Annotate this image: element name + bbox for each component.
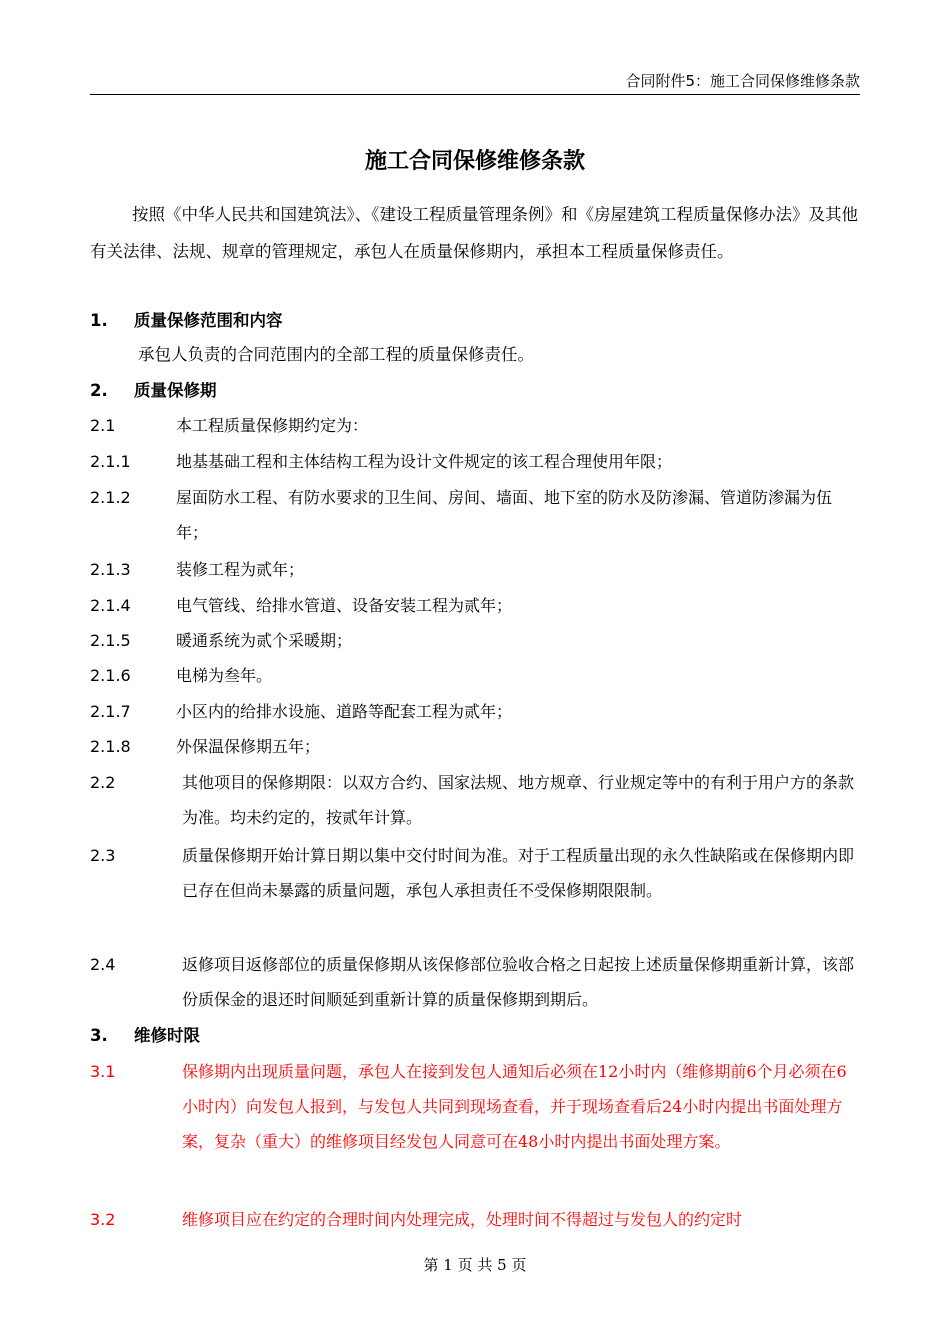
section-number: 1. (90, 311, 108, 330)
section-title: 质量保修范围和内容 (134, 311, 283, 330)
section-title: 维修时限 (134, 1026, 200, 1045)
clause-number: 2.3 (90, 846, 116, 865)
header-divider (90, 94, 860, 95)
clause-number: 2.1.7 (90, 702, 131, 721)
clause-number: 2.1.1 (90, 452, 131, 471)
clause-text: 地基基础工程和主体结构工程为设计文件规定的该工程合理使用年限； (176, 452, 673, 471)
clause-text: 返修项目返修部位的质量保修期从该保修部位验收合格之日起按上述质量保修期重新计算，该部份质保金的退还时间顺延到重新计算的质量保修期到期后。 (182, 955, 855, 1009)
clause-number: 3.1 (90, 1062, 116, 1081)
page-header: 合同附件5：施工合同保修维修条款 (625, 72, 860, 90)
clause-number: 2.1.8 (90, 737, 131, 756)
clause-text: 本工程质量保修期约定为： (176, 416, 369, 435)
clause-text: 质量保修期开始计算日期以集中交付时间为准。对于工程质量出现的永久性缺陷或在保修期内即已存在但尚未暴露的质量问题，承包人承担责任不受保修期限限制。 (182, 846, 855, 900)
clause-number: 3.2 (90, 1210, 116, 1229)
clause-text: 暖通系统为贰个采暖期； (176, 631, 353, 650)
clause-number: 2.1 (90, 416, 116, 435)
clause-text: 保修期内出现质量问题，承包人在接到发包人通知后必须在12小时内（维修期前6个月必须在6小时内）向发包人报到，与发包人共同到现场查看，并于现场查看后24小时内提出书面处理方案，复杂（重大）的维修项目经发包人同意可在48小时内提出书面处理方案。 (182, 1062, 847, 1151)
clause-number: 2.1.5 (90, 631, 131, 650)
clause-text: 电梯为叁年。 (176, 666, 273, 685)
clause-text: 小区内的给排水设施、道路等配套工程为贰年； (176, 702, 513, 721)
clause-number: 2.2 (90, 773, 116, 792)
clause-text: 电气管线、给排水管道、设备安装工程为贰年； (176, 596, 513, 615)
section-1-body: 承包人负责的合同范围内的全部工程的质量保修责任。 (138, 345, 534, 364)
clause-text: 外保温保修期五年； (176, 737, 321, 756)
clause-number: 2.1.6 (90, 666, 131, 685)
section-title: 质量保修期 (134, 381, 217, 400)
clause-text: 维修项目应在约定的合理时间内处理完成，处理时间不得超过与发包人的约定时 (182, 1210, 743, 1229)
clause-text: 装修工程为贰年； (176, 560, 305, 579)
clause-number: 2.1.3 (90, 560, 131, 579)
section-number: 3. (90, 1026, 108, 1045)
clause-number: 2.4 (90, 955, 116, 974)
clause-text: 其他项目的保修期限：以双方合约、国家法规、地方规章、行业规定等中的有利于用户方的条款为准。均未约定的，按贰年计算。 (182, 773, 855, 827)
clause-text: 屋面防水工程、有防水要求的卫生间、房间、墙面、地下室的防水及防渗漏、管道防渗漏为伍年； (176, 488, 833, 542)
clause-number: 2.1.2 (90, 488, 131, 507)
intro-paragraph: 按照《中华人民共和国建筑法》、《建设工程质量管理条例》和《房屋建筑工程质量保修办法》及其他有关法律、法规、规章的管理规定，承包人在质量保修期内，承担本工程质量保修责任。 (90, 205, 858, 261)
document-title: 施工合同保修维修条款 (364, 149, 585, 174)
page-footer: 第 1 页 共 5 页 (423, 1256, 527, 1274)
section-number: 2. (90, 381, 108, 400)
clause-number: 2.1.4 (90, 596, 131, 615)
